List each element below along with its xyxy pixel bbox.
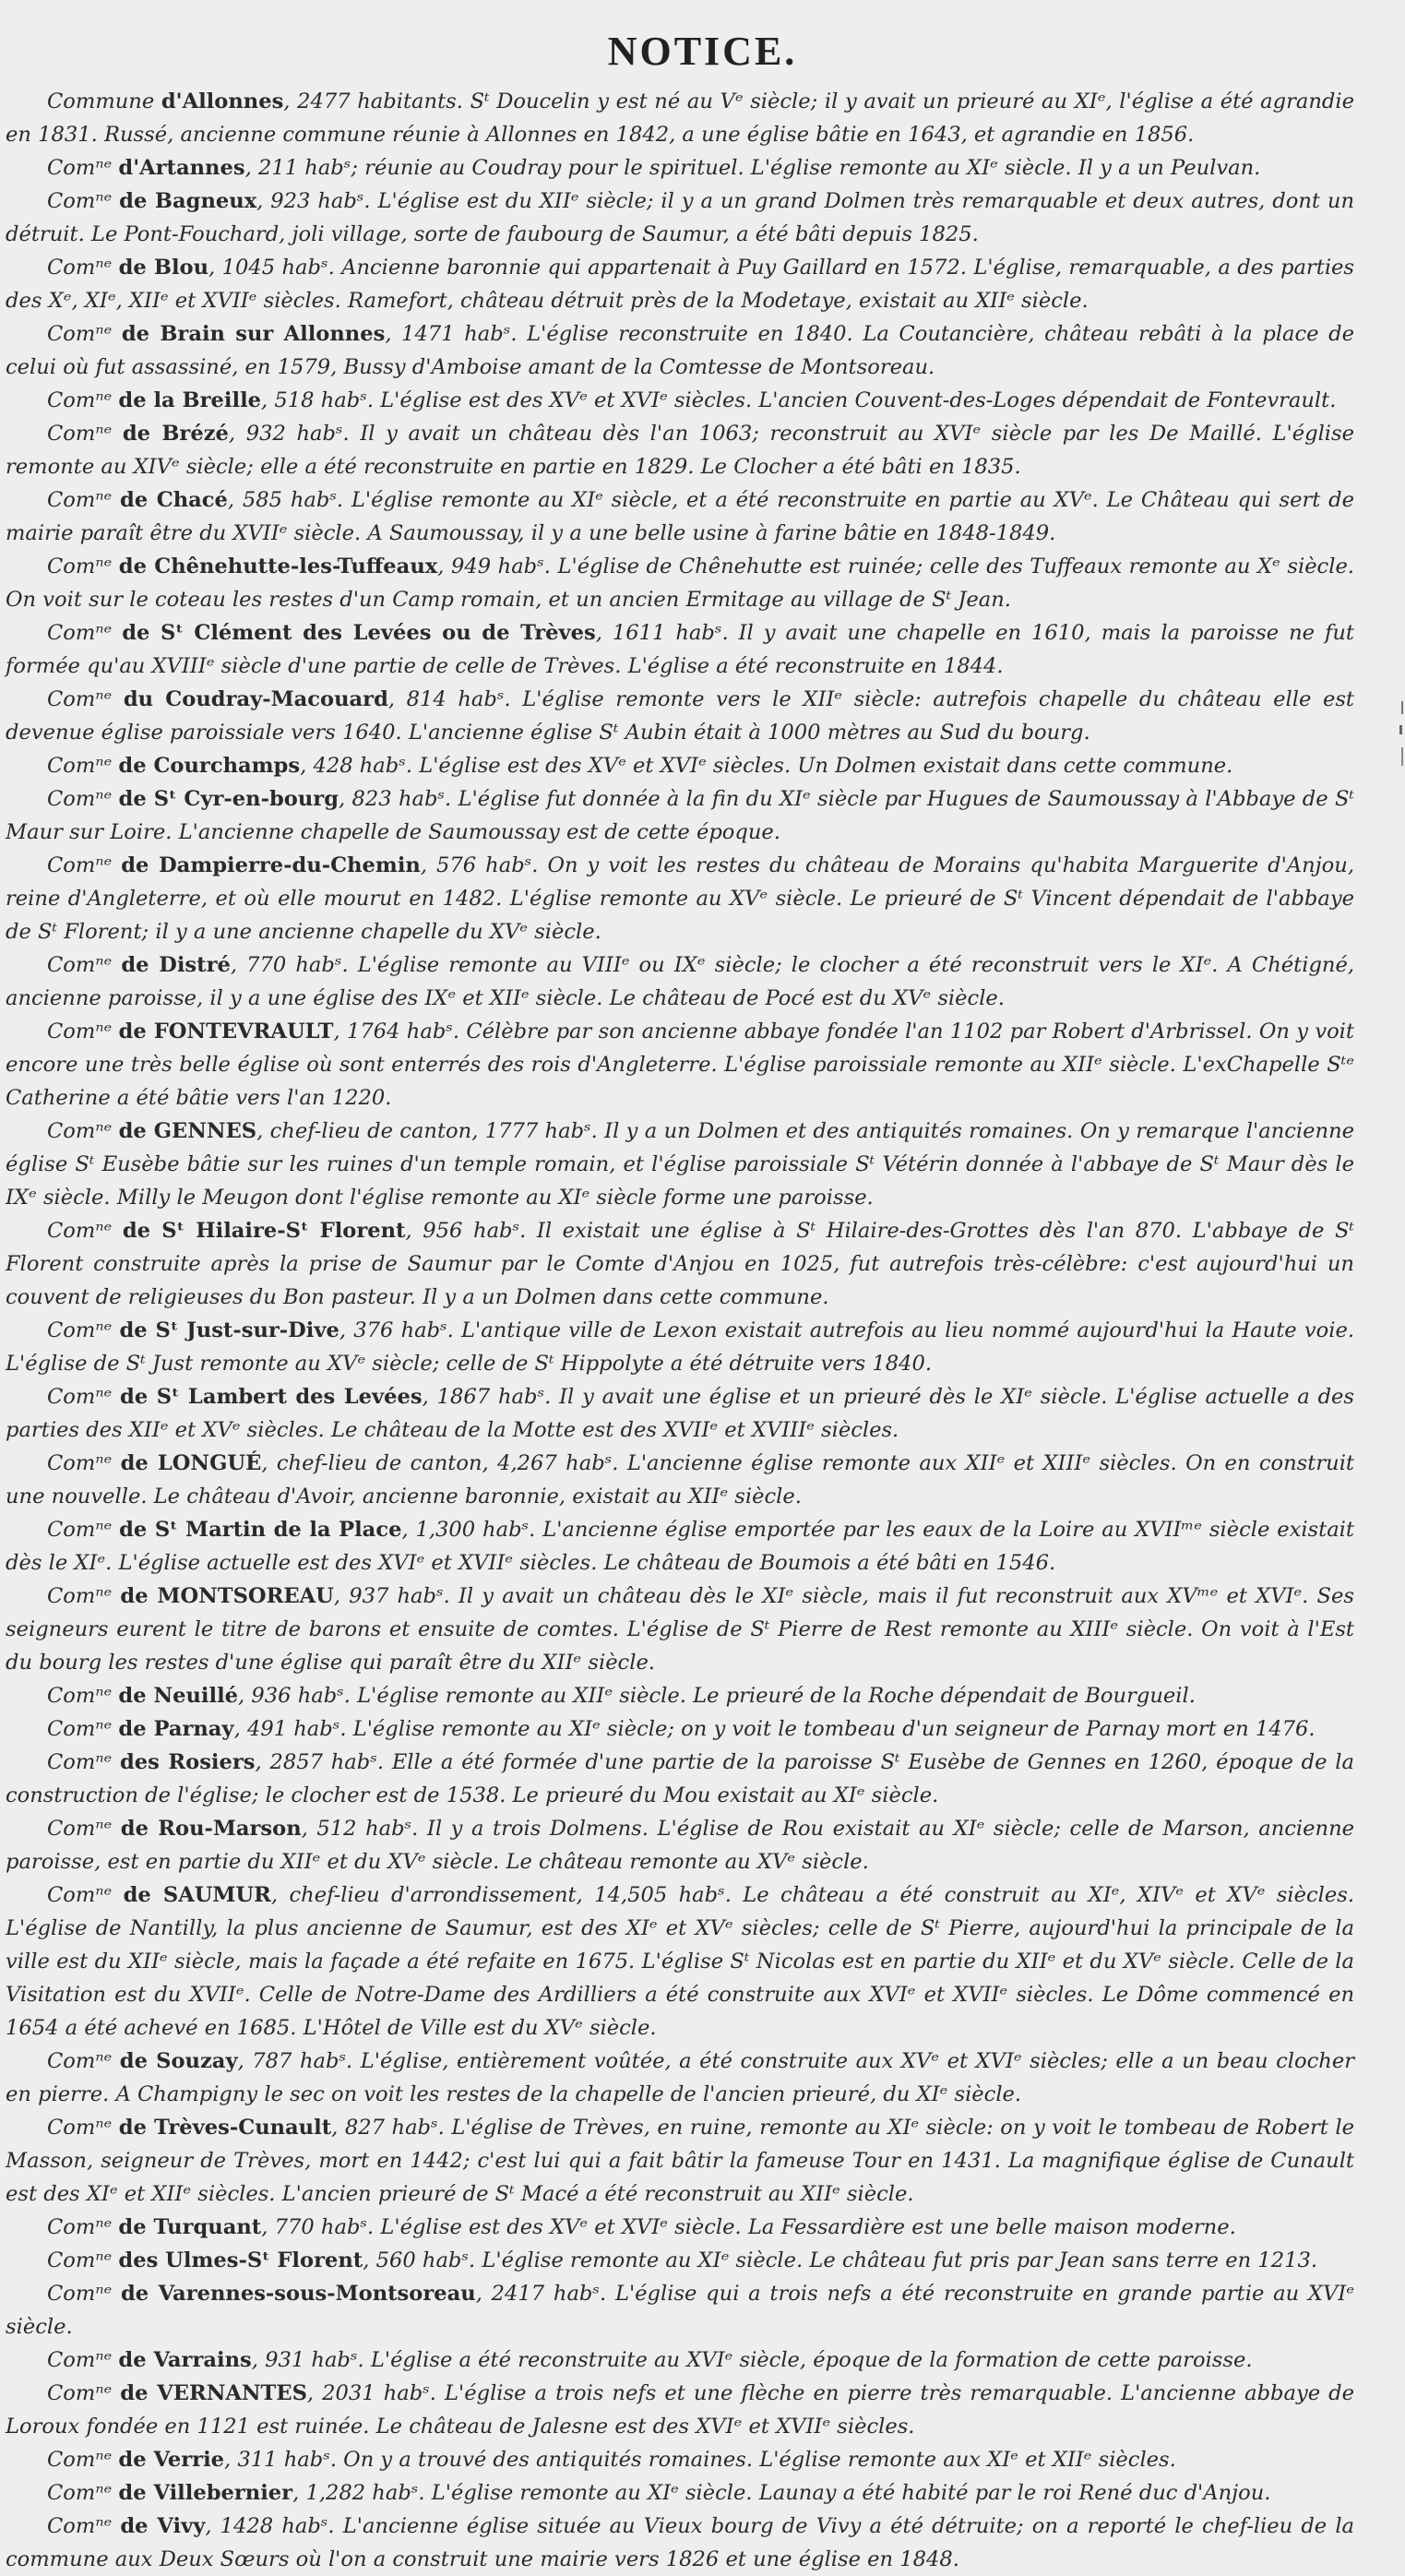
- commune-entry-text: Comⁿᵉ de Bagneux, 923 habˢ. L'église est du XIIᵉ siècle; il y a un grand Dolmen très remarquable et deux autres, dont un détruit. Le Pont-Fouchard, joli village, sorte de faubourg de Saumur, a été bâti depuis 1825.: [6, 189, 1354, 246]
- commune-name: de Sᵗ Hilaire-Sᵗ Florent: [122, 1219, 406, 1243]
- commune-entry: [6, 2111, 1354, 2211]
- commune-entry-text: Commune d'Allonnes, 2477 habitants. Sᵗ Doucelin y est né au Vᵉ siècle; il y avait un prieuré au XIᵉ, l'église a été agrandie en 1831. Russé, ancienne commune réunie à Allonnes en 1842, a une église bâtie en 1643, et agrandie en 1856.: [6, 89, 1354, 147]
- commune-entry: [6, 1380, 1354, 1447]
- page-title: NOTICE.: [607, 29, 798, 74]
- commune-entry-text: Comⁿᵉ de VERNANTES, 2031 habˢ. L'église a trois nefs et une flèche en pierre très remarquable. L'ancienne abbaye de Loroux fondée en 1121 est ruinée. Le château de Jalesne est des XVIᵉ et XVIIᵉ siècles.: [6, 2381, 1354, 2439]
- commune-name: du Coudray-Macouard: [123, 687, 388, 711]
- commune-entry: [6, 2045, 1354, 2111]
- commune-entry-text: Comⁿᵉ de Varennes-sous-Montsoreau, 2417 habˢ. L'église qui a trois nefs a été reconstruite en grande partie au XVIᵉ siècle.: [6, 2282, 1354, 2339]
- commune-entry: [6, 1812, 1354, 1878]
- commune-name: de Vivy: [120, 2514, 206, 2538]
- commune-entry-text: Comⁿᵉ de Sᵗ Just-sur-Dive, 376 habˢ. L'antique ville de Lexon existait autrefois au lieu nommé aujourd'hui la Haute voie. L'église de Sᵗ Just remonte au XVᵉ siècle; celle de Sᵗ Hippolyte a été détruite vers 1840.: [6, 1318, 1354, 1376]
- commune-entry-text: Comⁿᵉ d'Artannes, 211 habˢ; réunie au Coudray pour le spirituel. L'église remonte au XIᵉ siècle. Il y a un Peulvan.: [47, 156, 1261, 180]
- commune-entry: [6, 782, 1354, 849]
- commune-name: de Sᵗ Cyr-en-bourg: [118, 787, 339, 811]
- commune-name: de Neuillé: [118, 1684, 239, 1708]
- commune-name: de VERNANTES: [120, 2381, 307, 2405]
- commune-entry-text: Comⁿᵉ de Dampierre-du-Chemin, 576 habˢ. On y voit les restes du château de Morains qu'habita Marguerite d'Anjou, reine d'Angleterre, et où elle mourut en 1482. L'église remonte au XVᵉ siècle. Le prieuré de Sᵗ Vincent dépendait de l'abbaye de Sᵗ Florent; il y a une ancienne chapelle du XVᵉ siècle.: [6, 853, 1355, 944]
- commune-entry: [6, 2343, 1354, 2377]
- commune-entry: [6, 1015, 1354, 1115]
- commune-entry-text: Comⁿᵉ de Sᵗ Clément des Levées ou de Trèves, 1611 habˢ. Il y avait une chapelle en 1610, mais la paroisse ne fut formée qu'au XVIIIᵉ siècle d'une partie de celle de Trèves. L'église a été reconstruite en 1844.: [6, 621, 1354, 678]
- commune-entry-text: Comⁿᵉ de Brézé, 932 habˢ. Il y avait un château dès l'an 1063; reconstruit au XVIᵉ siècle par les De Maillé. L'église remonte au XIVᵉ siècle; elle a été reconstruite en partie en 1829. Le Clocher a été bâti en 1835.: [6, 422, 1354, 479]
- commune-name: de Sᵗ Lambert des Levées: [120, 1385, 423, 1409]
- commune-entry: [6, 151, 1354, 185]
- commune-name: de Courchamps: [118, 754, 301, 778]
- commune-entry: [6, 616, 1354, 683]
- commune-entry: [6, 749, 1354, 782]
- commune-entry-text: Comⁿᵉ de Vivy, 1428 habˢ. L'ancienne église située au Vieux bourg de Vivy a été détruite; on a reporté le chef-lieu de la commune aux Deux Sœurs où l'on a construit une mairie vers 1826 et une église en 1848.: [6, 2514, 1355, 2571]
- commune-entry: [6, 85, 1354, 151]
- commune-entry-text: Comⁿᵉ de FONTEVRAULT, 1764 habˢ. Célèbre par son ancienne abbaye fondée l'an 1102 par Robert d'Arbrissel. On y voit encore une très belle église où sont enterrés des rois d'Angleterre. L'église paroissiale remonte au XIIᵉ siècle. L'exChapelle Sᵗᵉ Catherine a été bâtie vers l'an 1220.: [6, 1020, 1354, 1110]
- commune-entry-text: Comⁿᵉ de Sᵗ Hilaire-Sᵗ Florent, 956 habˢ. Il existait une église à Sᵗ Hilaire-des-Grottes dès l'an 870. L'abbaye de Sᵗ Florent construite après la prise de Saumur par le Comte d'Anjou en 1025, fut autrefois très-célèbre: c'est aujourd'hui un couvent de religieuses du Bon pasteur. Il y a un Dolmen dans cette commune.: [6, 1219, 1354, 1309]
- commune-entry-text: Comⁿᵉ de Villebernier, 1,282 habˢ. L'église remonte au XIᵉ siècle. Launay a été habité par le roi René duc d'Anjou.: [47, 2481, 1271, 2505]
- commune-name: de Brain sur Allonnes: [121, 322, 386, 346]
- commune-entry: [6, 550, 1354, 616]
- commune-entry-text: Comⁿᵉ de Rou-Marson, 512 habˢ. Il y a trois Dolmens. L'église de Rou existait au XIᵉ siècle; celle de Marson, ancienne paroisse, est en partie du XIIᵉ et du XVᵉ siècle. Le château remonte au XVᵉ siècle.: [6, 1817, 1354, 1874]
- commune-entry-text: Comⁿᵉ des Ulmes-Sᵗ Florent, 560 habˢ. L'église remonte au XIᵉ siècle. Le château fut pris par Jean sans terre en 1213.: [47, 2248, 1318, 2272]
- commune-entry-text: Comⁿᵉ de Sᵗ Lambert des Levées, 1867 habˢ. Il y avait une église et un prieuré dès le XIᵉ siècle. L'église actuelle a des parties des XIIᵉ et XVᵉ siècles. Le château de la Motte est des XVIIᵉ et XVIIIᵉ siècles.: [6, 1385, 1354, 1442]
- commune-entry: [6, 849, 1354, 948]
- commune-entry: [6, 1314, 1354, 1380]
- commune-name: de Chacé: [120, 488, 228, 512]
- commune-entry: [6, 1513, 1354, 1580]
- commune-name: de Blou: [118, 256, 209, 280]
- commune-name: de Varennes-sous-Montsoreau: [120, 2282, 476, 2306]
- commune-name: de Brézé: [122, 422, 229, 446]
- commune-entry-text: Comⁿᵉ de Distré, 770 habˢ. L'église remonte au VIIIᵉ ou IXᵉ siècle; le clocher a été reconstruit vers le XIᵉ. A Chétigné, ancienne paroisse, il y a une église des IXᵉ et XIIᵉ siècle. Le château de Pocé est du XVᵉ siècle.: [6, 953, 1355, 1010]
- commune-entry: [6, 2510, 1354, 2576]
- commune-entry-text: Comⁿᵉ du Coudray-Macouard, 814 habˢ. L'église remonte vers le XIIᵉ siècle: autrefois chapelle du château elle est devenue église paroissiale vers 1640. L'ancienne église Sᵗ Aubin était à 1000 mètres au Sud du bourg.: [6, 687, 1354, 745]
- commune-entry: [6, 1746, 1354, 1812]
- commune-name: de FONTEVRAULT: [118, 1020, 334, 1044]
- commune-name: des Ulmes-Sᵗ Florent: [118, 2248, 363, 2272]
- commune-entry-text: Comⁿᵉ de SAUMUR, chef-lieu d'arrondissement, 14,505 habˢ. Le château a été construit au XIᵉ, XIVᵉ et XVᵉ siècles. L'église de Nantilly, la plus ancienne de Saumur, est des XIᵉ et XVᵉ siècles; celle de Sᵗ Pierre, aujourd'hui la principale de la ville est du XIIᵉ siècle, mais la façade a été refaite en 1675. L'église Sᵗ Nicolas est en partie du XIIᵉ et du XVᵉ siècle. Celle de la Visitation est du XVIIᵉ. Celle de Notre-Dame des Ardilliers a été construite aux XVIᵉ et XVIIᵉ siècles. Le Dôme commencé en 1654 a été achevé en 1685. L'Hôtel de Ville est du XVᵉ siècle.: [6, 1883, 1355, 2040]
- commune-name: de Distré: [121, 953, 231, 977]
- commune-entry: [6, 185, 1354, 251]
- commune-entry-text: Comⁿᵉ de Chênehutte-les-Tuffeaux, 949 habˢ. L'église de Chênehutte est ruinée; celle des Tuffeaux remonte au Xᵉ siècle. On voit sur le coteau les restes d'un Camp romain, et un ancien Ermitage au village de Sᵗ Jean.: [6, 555, 1354, 612]
- commune-entry-text: Comⁿᵉ de Parnay, 491 habˢ. L'église remonte au XIᵉ siècle; on y voit le tombeau d'un seigneur de Parnay mort en 1476.: [47, 1717, 1316, 1741]
- commune-entry: [6, 1580, 1354, 1679]
- commune-entry-text: Comⁿᵉ de Brain sur Allonnes, 1471 habˢ. L'église reconstruite en 1840. La Coutancière, château rebâti à la place de celui où fut assassiné, en 1579, Bussy d'Amboise amant de la Comtesse de Montsoreau.: [6, 322, 1354, 379]
- commune-entry: [6, 1712, 1354, 1746]
- commune-name: de Dampierre-du-Chemin: [121, 853, 421, 877]
- commune-entry-text: Comⁿᵉ de Turquant, 770 habˢ. L'église est des XVᵉ et XVIᵉ siècle. La Fessardière est une belle maison moderne.: [47, 2215, 1236, 2239]
- commune-entry-text: Comⁿᵉ de Sᵗ Martin de la Place, 1,300 habˢ. L'ancienne église emportée par les eaux de la Loire au XVIIᵐᵉ siècle existait dès le XIᵉ. L'église actuelle est des XVIᵉ et XVIIᵉ siècles. Le château de Boumois a été bâti en 1546.: [6, 1518, 1354, 1575]
- commune-name: d'Artannes: [118, 156, 245, 180]
- commune-entry: [6, 317, 1354, 384]
- commune-name: d'Allonnes: [161, 89, 284, 113]
- commune-name: de Chênehutte-les-Tuffeaux: [118, 555, 438, 578]
- commune-name: de Trèves-Cunault: [118, 2116, 332, 2140]
- commune-entry-text: Comⁿᵉ de Blou, 1045 habˢ. Ancienne baronnie qui appartenait à Puy Gaillard en 1572. L'église, remarquable, a des parties des Xᵉ, XIᵉ, XIIᵉ et XVIIᵉ siècles. Ramefort, château détruit près de la Modetaye, existait au XIIᵉ siècle.: [6, 256, 1355, 313]
- commune-entry: [6, 1214, 1354, 1314]
- commune-entry: [6, 251, 1354, 317]
- commune-entry-text: Comⁿᵉ de Trèves-Cunault, 827 habˢ. L'église de Trèves, en ruine, remonte au XIᵉ siècle: on y voit le tombeau de Robert le Masson, seigneur de Trèves, mort en 1442; c'est lui qui a fait bâtir la fameuse Tour en 1431. La magnifique église de Cunault est des XIᵉ et XIIᵉ siècles. L'ancien prieuré de Sᵗ Macé a été reconstruit au XIIᵉ siècle.: [6, 2116, 1354, 2206]
- commune-entry-text: Comⁿᵉ des Rosiers, 2857 habˢ. Elle a été formée d'une partie de la paroisse Sᵗ Eusèbe de Gennes en 1260, époque de la construction de l'église; le clocher est de 1538. Le prieuré du Mou existait au XIᵉ siècle.: [6, 1750, 1354, 1807]
- commune-name: de Sᵗ Just-sur-Dive: [119, 1318, 339, 1342]
- commune-entry: [6, 1878, 1354, 2045]
- commune-name: de Sᵗ Martin de la Place: [119, 1518, 402, 1542]
- commune-name: de SAUMUR: [123, 1883, 271, 1907]
- commune-entry: [6, 2377, 1354, 2443]
- commune-entry-text: Comⁿᵉ de la Breille, 518 habˢ. L'église est des XVᵉ et XVIᵉ siècles. L'ancien Couvent-des-Loges dépendait de Fontevrault.: [47, 388, 1337, 412]
- commune-entry: [6, 2211, 1354, 2244]
- commune-entries: [6, 85, 1354, 2576]
- commune-name: de MONTSOREAU: [120, 1584, 334, 1608]
- commune-entry: [6, 2244, 1354, 2277]
- commune-entry-text: Comⁿᵉ de Sᵗ Cyr-en-bourg, 823 habˢ. L'église fut donnée à la fin du XIᵉ siècle par Hugues de Saumoussay à l'Abbaye de Sᵗ Maur sur Loire. L'ancienne chapelle de Saumoussay est de cette époque.: [6, 787, 1355, 844]
- commune-name: des Rosiers: [120, 1750, 256, 1774]
- commune-name: de Turquant: [118, 2215, 262, 2239]
- commune-name: de GENNES: [118, 1119, 257, 1143]
- commune-entry-text: Comⁿᵉ de GENNES, chef-lieu de canton, 1777 habˢ. Il y a un Dolmen et des antiquités romaines. On y remarque l'ancienne église Sᵗ Eusèbe bâtie sur les ruines d'un temple romain, et l'église paroissiale Sᵗ Vétérin donnée à l'abbaye de Sᵗ Maur dès le IXᵉ siècle. Milly le Meugon dont l'église remonte au XIᵉ siècle forme une paroisse.: [6, 1119, 1354, 1210]
- commune-entry-text: Comⁿᵉ de Souzay, 787 habˢ. L'église, entièrement voûtée, a été construite aux XVᵉ et XVIᵉ siècles; elle a un beau clocher en pierre. A Champigny le sec on voit les restes de la chapelle de l'ancien prieuré, du XIᵉ siècle.: [6, 2049, 1354, 2106]
- commune-name: de Sᵗ Clément des Levées ou de Trèves: [122, 621, 596, 645]
- commune-entry: [6, 2443, 1354, 2476]
- commune-name: de Rou-Marson: [120, 1817, 302, 1841]
- commune-entry: [6, 683, 1354, 749]
- commune-entry: [6, 1115, 1354, 1214]
- commune-entry-text: Comⁿᵉ de Varrains, 931 habˢ. L'église a été reconstruite au XVIᵉ siècle, époque de la formation de cette paroisse.: [47, 2348, 1253, 2372]
- commune-entry-text: Comⁿᵉ de Neuillé, 936 habˢ. L'église remonte au XIIᵉ siècle. Le prieuré de la Roche dépendait de Bourgueil.: [47, 1684, 1196, 1708]
- commune-entry: [6, 417, 1354, 483]
- commune-entry-text: Comⁿᵉ de Chacé, 585 habˢ. L'église remonte au XIᵉ siècle, et a été reconstruite en partie au XVᵉ. Le Château qui sert de mairie paraît être du XVIIᵉ siècle. A Saumoussay, il y a une belle usine à farine bâtie en 1848-1849.: [6, 488, 1354, 545]
- commune-entry: [6, 1679, 1354, 1712]
- commune-name: de Souzay: [119, 2049, 238, 2073]
- commune-entry: [6, 948, 1354, 1015]
- commune-entry-text: Comⁿᵉ de Courchamps, 428 habˢ. L'église est des XVᵉ et XVIᵉ siècles. Un Dolmen existait dans cette commune.: [47, 754, 1233, 778]
- commune-entry: [6, 2277, 1354, 2343]
- commune-entry: [6, 1447, 1354, 1513]
- commune-entry: [6, 384, 1354, 417]
- commune-entry-text: Comⁿᵉ de Verrie, 311 habˢ. On y a trouvé des antiquités romaines. L'église remonte aux XIᵉ et XIIᵉ siècles.: [47, 2448, 1176, 2472]
- commune-entry: [6, 483, 1354, 550]
- commune-name: de Varrains: [118, 2348, 252, 2372]
- commune-name: de Verrie: [118, 2448, 225, 2472]
- commune-entry-text: Comⁿᵉ de MONTSOREAU, 937 habˢ. Il y avait un château dès le XIᵉ siècle, mais il fut reconstruit aux XVᵐᵉ et XVIᵉ. Ses seigneurs eurent le titre de barons et ensuite de comtes. L'église de Sᵗ Pierre de Rest remonte au XIIIᵉ siècle. On voit à l'Est du bourg les restes d'une église qui paraît être du XIIᵉ siècle.: [6, 1584, 1354, 1675]
- commune-entry-text: Comⁿᵉ de LONGUÉ, chef-lieu de canton, 4,267 habˢ. L'ancienne église remonte aux XIIᵉ et XIIIᵉ siècles. On en construit une nouvelle. Le château d'Avoir, ancienne baronnie, existait au XIIᵉ siècle.: [6, 1451, 1354, 1509]
- commune-name: de Parnay: [118, 1717, 234, 1741]
- commune-entry: [6, 2476, 1354, 2510]
- right-edge-binding-mark: [1398, 701, 1405, 784]
- commune-name: de la Breille: [118, 388, 262, 412]
- commune-name: de LONGUÉ: [120, 1451, 262, 1475]
- commune-name: de Bagneux: [119, 189, 257, 213]
- commune-name: de Villebernier: [118, 2481, 293, 2505]
